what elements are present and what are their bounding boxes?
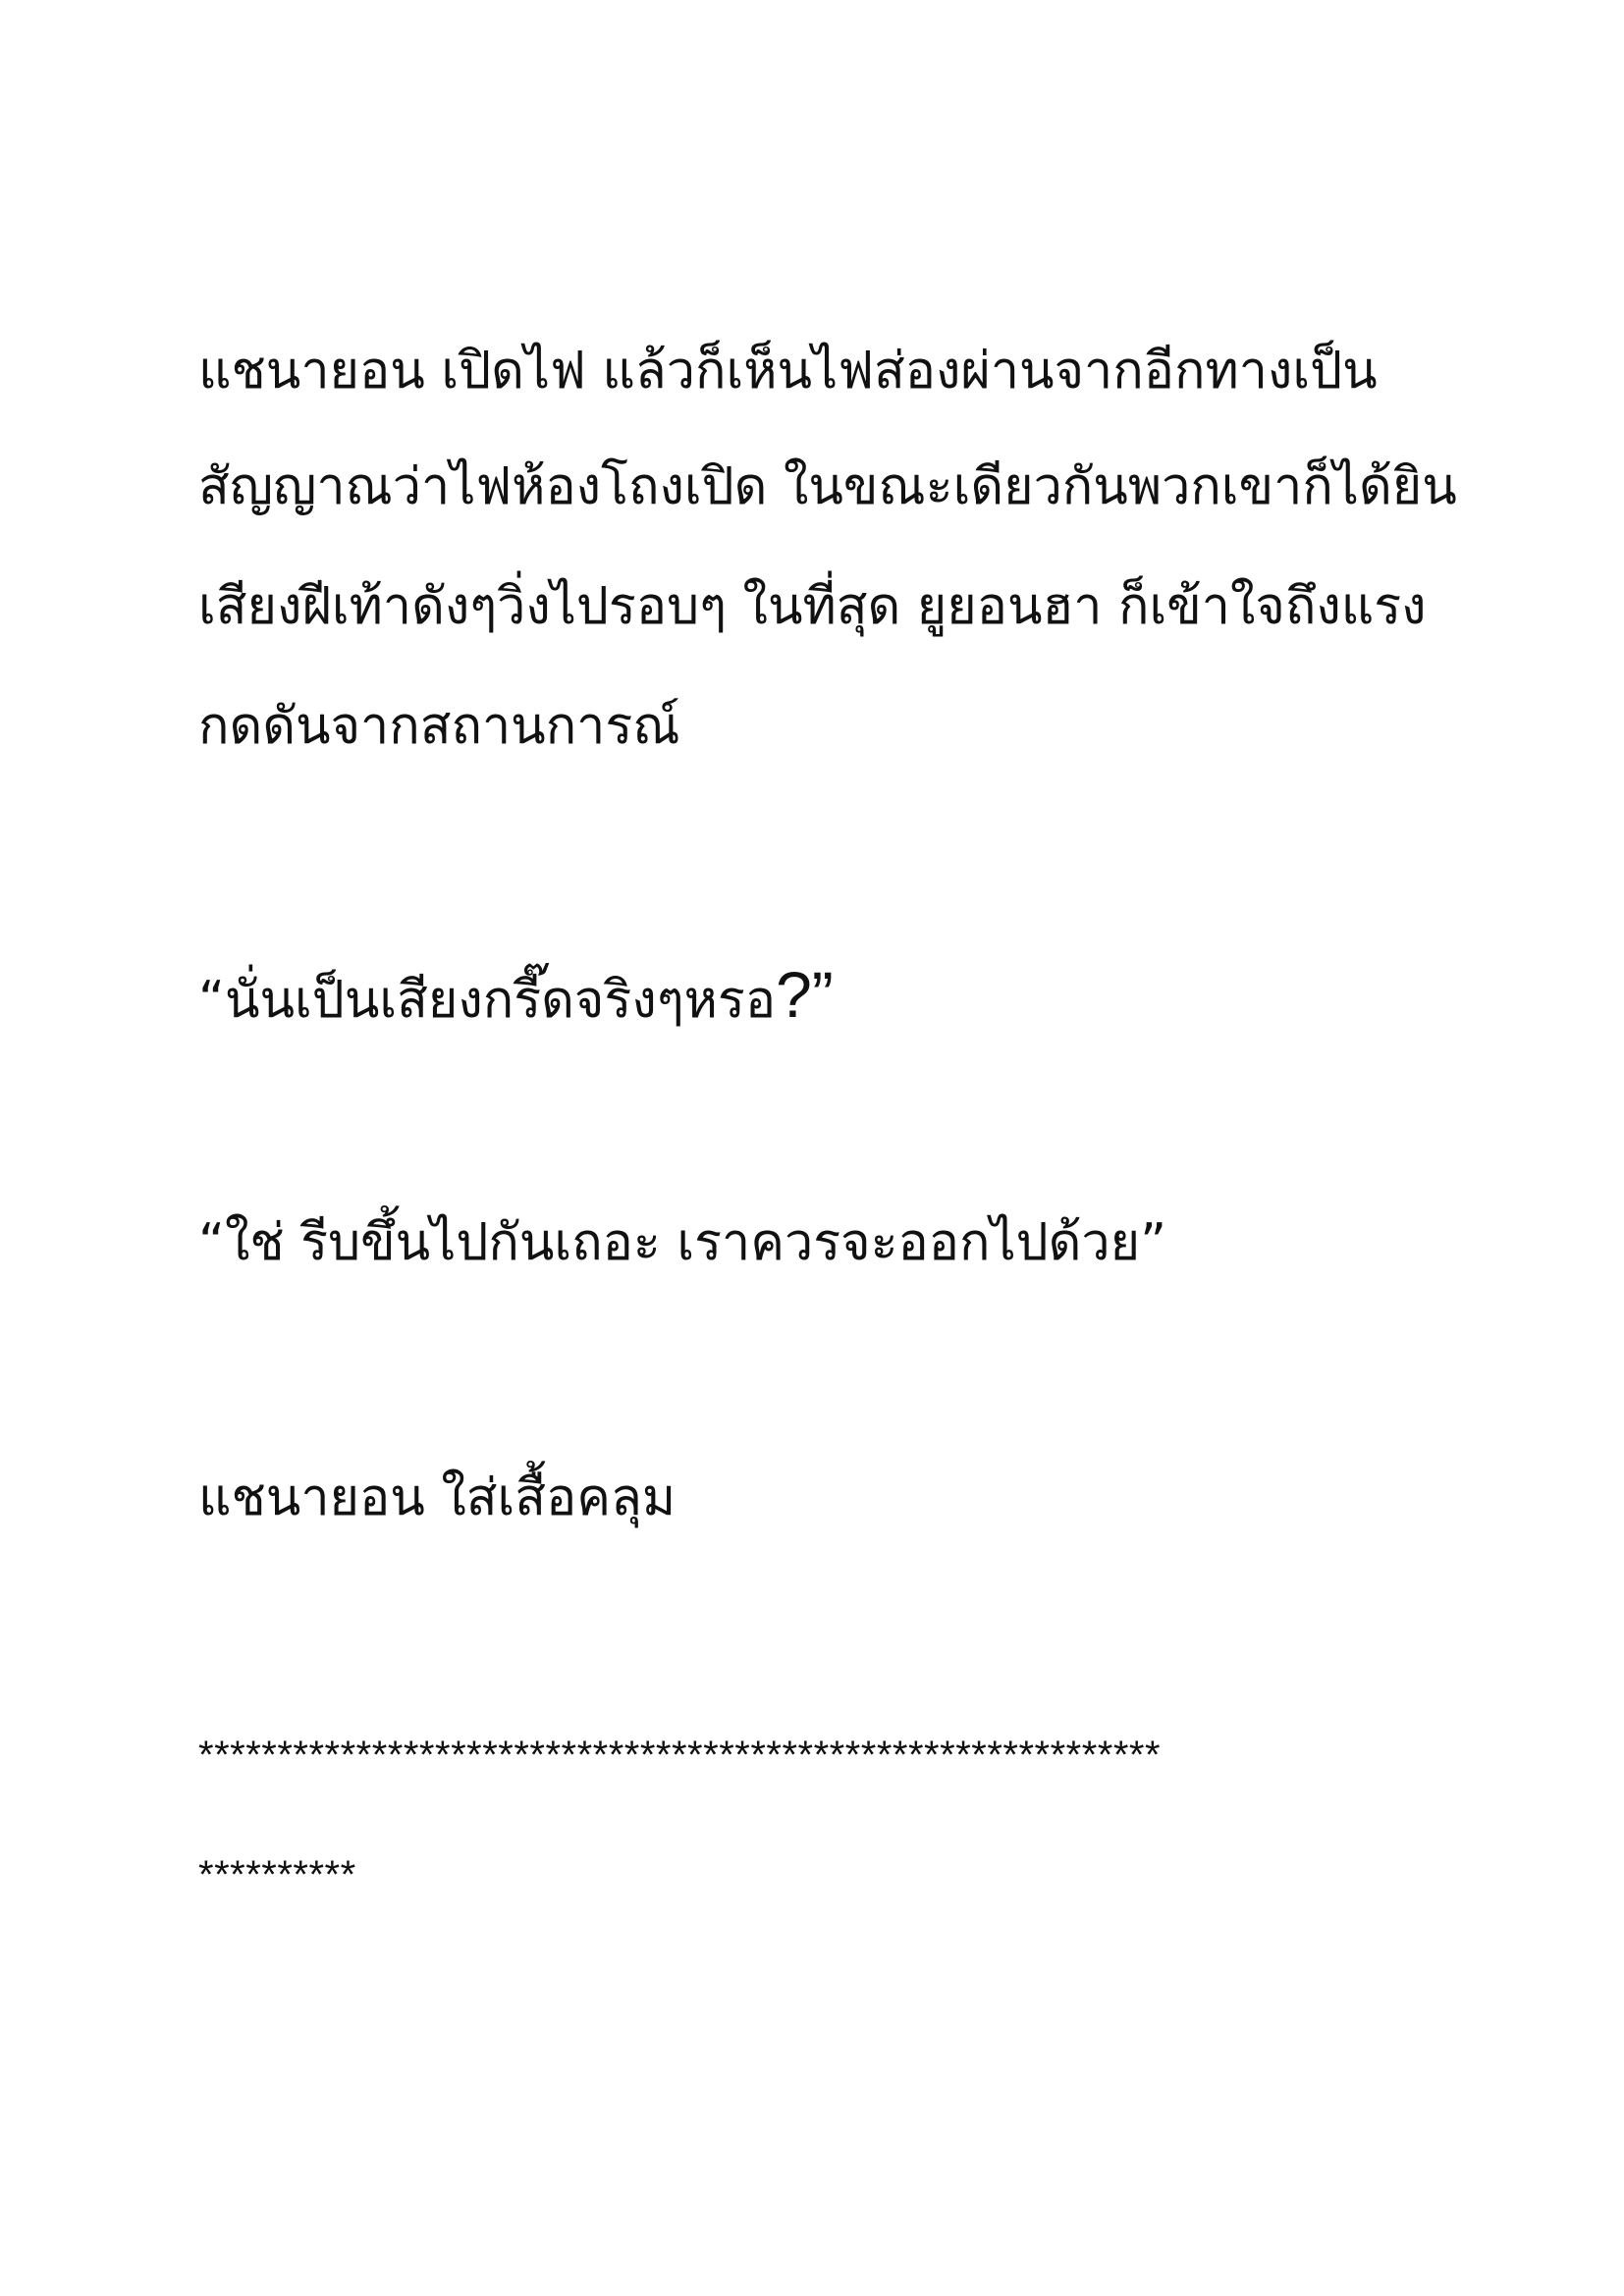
paragraph-line-2: สัญญาณว่าไฟห้องโถงเปิด ในขณะเดียวกันพวกเขาก็ได้ยิน — [198, 457, 1457, 516]
paragraph-line-3: เสียงฝีเท้าดังๆวิ่งไปรอบๆ ในที่สุด ยูยอนฮา ก็เข้าใจถึงแรง — [198, 577, 1427, 636]
separator-line-1: ************************************************************* — [198, 1734, 1162, 1777]
paragraph-2-line: แชนายอน ใส่เสื้อคลุม — [198, 1468, 677, 1527]
dialogue-1-end: ?” — [776, 958, 834, 1031]
paragraph-line-1: แชนายอน เปิดไฟ แล้วก็เห็นไฟส่องผ่านจากอีกทางเป็น — [198, 342, 1378, 400]
dialogue-1-text: “นั่นเป็นเสียงกรี๊ดจริงๆหรอ — [198, 971, 777, 1030]
paragraph-line-4: กดดันจากสถานการณ์ — [198, 697, 680, 756]
dialogue-line-1 — [198, 958, 834, 1031]
dialogue-line-2: “ใช่ รีบขึ้นไปกันเถอะ เราควรจะออกไปด้วย” — [198, 1213, 1167, 1272]
separator-line-2: ********** — [198, 1853, 356, 1896]
